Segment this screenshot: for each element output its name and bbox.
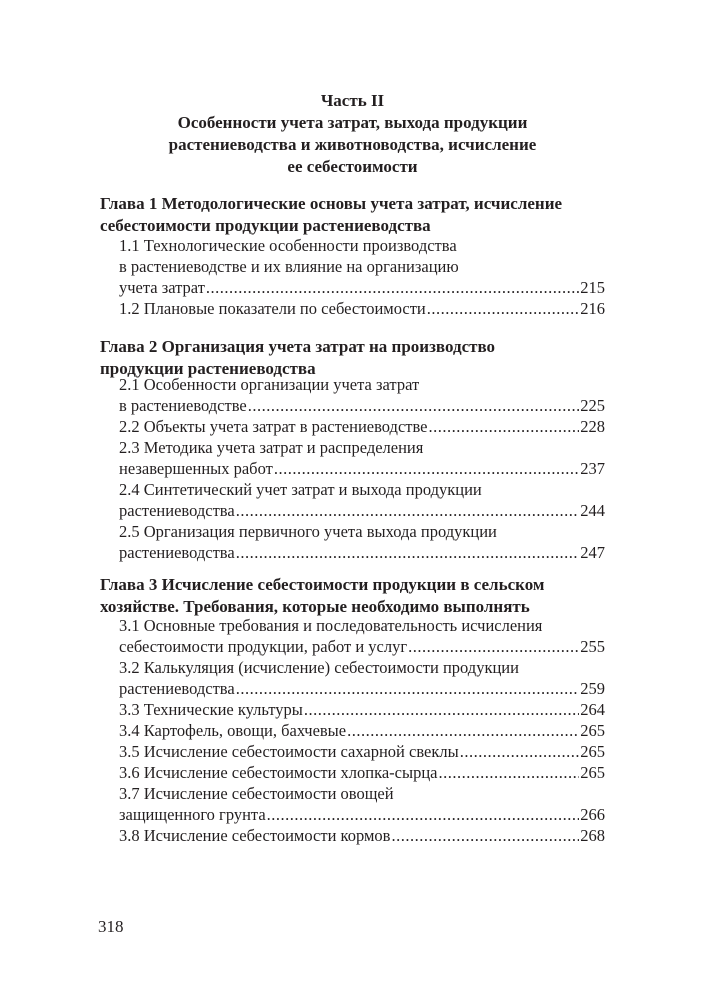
entry-page-number: 255 <box>580 637 605 656</box>
dot-leader <box>304 699 579 720</box>
dot-leader <box>248 395 580 416</box>
chapter-title-line: хозяйстве. Требования, которые необходимо выполнять <box>100 597 530 616</box>
dot-leader <box>236 678 580 699</box>
part-heading: Часть II <box>320 91 385 110</box>
chapter-2-entries <box>119 374 605 563</box>
chapter-title-line: себестоимости продукции растениеводства <box>100 216 431 235</box>
toc-entry-3-2[interactable] <box>119 657 605 699</box>
page-number: 318 <box>98 917 124 936</box>
entry-title: растениеводства <box>119 501 235 520</box>
dot-leader <box>460 741 580 762</box>
entry-line: 3.2 Калькуляция (исчисление) себестоимости продукции <box>119 658 519 677</box>
toc-entry-3-6[interactable] <box>119 762 605 783</box>
entry-title: учета затрат <box>119 278 205 297</box>
toc-entry-2-1[interactable] <box>119 374 605 416</box>
chapter-title-line: Глава 2 Организация учета затрат на производство <box>100 337 496 356</box>
entry-page-number: 244 <box>580 501 605 520</box>
dot-leader <box>236 542 580 563</box>
entry-line: 3.1 Основные требования и последовательность исчисления <box>119 616 543 635</box>
entry-page-number: 259 <box>580 679 605 698</box>
entry-page-number: 237 <box>580 459 605 478</box>
toc-entry-3-7[interactable] <box>119 783 605 825</box>
entry-title: 3.5 Исчисление себестоимости сахарной свеклы <box>119 742 459 761</box>
entry-page-number: 228 <box>580 417 605 436</box>
toc-entry-3-8[interactable] <box>119 825 605 846</box>
dot-leader <box>267 804 580 825</box>
entry-line: 2.4 Синтетический учет затрат и выхода продукции <box>119 480 482 499</box>
dot-leader <box>236 500 580 521</box>
toc-entry-2-2[interactable] <box>119 416 605 437</box>
entry-title: себестоимости продукции, работ и услуг <box>119 637 408 656</box>
part-title-line: ее себестоимости <box>287 157 418 176</box>
chapter-1-entries <box>119 235 605 319</box>
chapter-3-entries <box>119 615 605 846</box>
entry-page-number: 215 <box>580 278 605 297</box>
dot-leader <box>391 825 579 846</box>
chapter-title-line: Глава 1 Методологические основы учета затрат, исчисление <box>100 194 563 213</box>
entry-title: 3.6 Исчисление себестоимости хлопка-сырца <box>119 763 438 782</box>
entry-page-number: 265 <box>580 763 605 782</box>
dot-leader <box>274 458 579 479</box>
dot-leader <box>427 298 579 319</box>
entry-title: 1.2 Плановые показатели по себестоимости <box>119 299 426 318</box>
chapter-1-title <box>100 193 605 237</box>
part-title-line: Особенности учета затрат, выхода продукции <box>177 113 528 132</box>
entry-line: 2.5 Организация первичного учета выхода продукции <box>119 522 497 541</box>
entry-title: 3.4 Картофель, овощи, бахчевые <box>119 721 347 740</box>
toc-entry-2-5[interactable] <box>119 521 605 563</box>
chapter-title-line: продукции растениеводства <box>100 359 316 378</box>
entry-title: растениеводства <box>119 543 235 562</box>
toc-entry-3-4[interactable] <box>119 720 605 741</box>
entry-title: в растениеводстве <box>119 396 247 415</box>
toc-entry-2-3[interactable] <box>119 437 605 479</box>
entry-title: 3.8 Исчисление себестоимости кормов <box>119 826 391 845</box>
entry-title: 3.3 Технические культуры <box>119 700 303 719</box>
dot-leader <box>206 277 579 298</box>
dot-leader <box>347 720 579 741</box>
dot-leader <box>408 636 579 657</box>
entry-title: незавершенных работ <box>119 459 273 478</box>
toc-entry-3-5[interactable] <box>119 741 605 762</box>
entry-line: в растениеводстве и их влияние на организацию <box>119 257 459 276</box>
entry-page-number: 225 <box>580 396 605 415</box>
entry-page-number: 265 <box>580 742 605 761</box>
entry-page-number: 247 <box>580 543 605 562</box>
entry-line: 2.1 Особенности организации учета затрат <box>119 375 420 394</box>
entry-page-number: 266 <box>580 805 605 824</box>
dot-leader <box>429 416 580 437</box>
chapter-title-line: Глава 3 Исчисление себестоимости продукции в сельском <box>100 575 545 594</box>
entry-line: 1.1 Технологические особенности производства <box>119 236 457 255</box>
entry-title: 2.2 Объекты учета затрат в растениеводстве <box>119 417 428 436</box>
entry-line: 2.3 Методика учета затрат и распределения <box>119 438 424 457</box>
toc-entry-3-1[interactable] <box>119 615 605 657</box>
chapter-3-title <box>100 574 605 618</box>
entry-page-number: 265 <box>580 721 605 740</box>
entry-page-number: 268 <box>580 826 605 845</box>
part-heading-block <box>100 90 605 178</box>
toc-entry-1-1[interactable] <box>119 235 605 298</box>
dot-leader <box>439 762 580 783</box>
entry-page-number: 216 <box>580 299 605 318</box>
entry-line: 3.7 Исчисление себестоимости овощей <box>119 784 394 803</box>
part-title-line: растениеводства и животноводства, исчисление <box>168 135 537 154</box>
entry-title: защищенного грунта <box>119 805 266 824</box>
entry-page-number: 264 <box>580 700 605 719</box>
toc-entry-2-4[interactable] <box>119 479 605 521</box>
toc-entry-1-2[interactable] <box>119 298 605 319</box>
entry-title: растениеводства <box>119 679 235 698</box>
toc-entry-3-3[interactable] <box>119 699 605 720</box>
